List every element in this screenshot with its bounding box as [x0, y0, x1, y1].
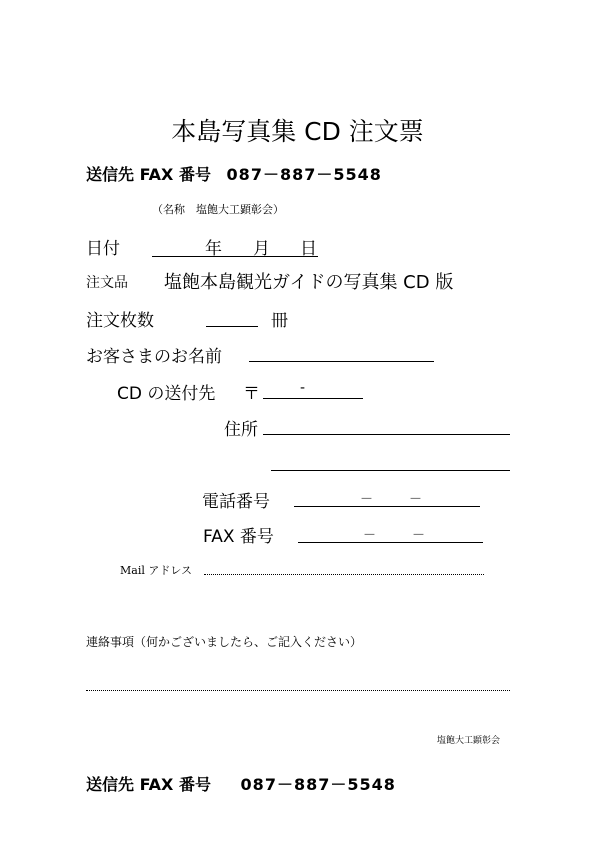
fax-footer-number: 087－887－5548: [240, 775, 396, 794]
postal-dash: -: [300, 380, 306, 396]
fax-header-number: 087－887－5548: [226, 165, 382, 184]
page-title: 本島写真集 CD 注文票: [171, 117, 424, 146]
address-label: 住所: [224, 420, 258, 440]
fax-label: FAX 番号: [203, 527, 274, 547]
phone-field[interactable]: [294, 488, 480, 507]
date-label: 日付: [86, 239, 120, 259]
address-field-line2[interactable]: [271, 452, 510, 471]
fax-dash-2: －: [412, 528, 426, 543]
quantity-field[interactable]: [206, 308, 258, 327]
date-day: 日: [300, 239, 317, 259]
fax-header-label: 送信先 FAX 番号: [86, 165, 211, 184]
item-label: 注文品: [86, 275, 128, 291]
fax-footer-label: 送信先 FAX 番号: [86, 775, 211, 794]
date-year: 年: [205, 239, 222, 259]
postal-mark: 〒: [243, 384, 260, 404]
customer-name-field[interactable]: [249, 343, 434, 362]
shipping-label: CD の送付先: [117, 384, 216, 404]
mail-field[interactable]: [204, 560, 484, 575]
item-value: 塩飽本島観光ガイドの写真集 CD 版: [164, 272, 454, 293]
phone-dash-2: －: [409, 492, 423, 507]
fax-header: [86, 162, 382, 185]
phone-label: 電話番号: [202, 492, 270, 512]
fax-field[interactable]: [298, 524, 483, 543]
date-field[interactable]: [152, 234, 318, 257]
notes-field[interactable]: [86, 676, 510, 691]
org-note: （名称 塩飽大工顕彰会）: [152, 203, 284, 216]
notes-label: 連絡事項（何かございましたら、ご記入ください）: [86, 635, 363, 649]
date-month: 月: [253, 239, 270, 259]
footer-org: 塩飽大工顕彰会: [437, 736, 501, 746]
address-field-line1[interactable]: [263, 416, 510, 435]
fax-footer: [86, 772, 396, 795]
customer-name-label: お客さまのお名前: [86, 347, 222, 367]
phone-dash-1: －: [360, 492, 374, 507]
mail-label: Mail アドレス: [120, 564, 193, 577]
quantity-label: 注文枚数: [86, 311, 154, 331]
postal-code-field[interactable]: [263, 380, 363, 399]
fax-dash-1: －: [363, 528, 377, 543]
quantity-unit: 冊: [271, 311, 288, 331]
